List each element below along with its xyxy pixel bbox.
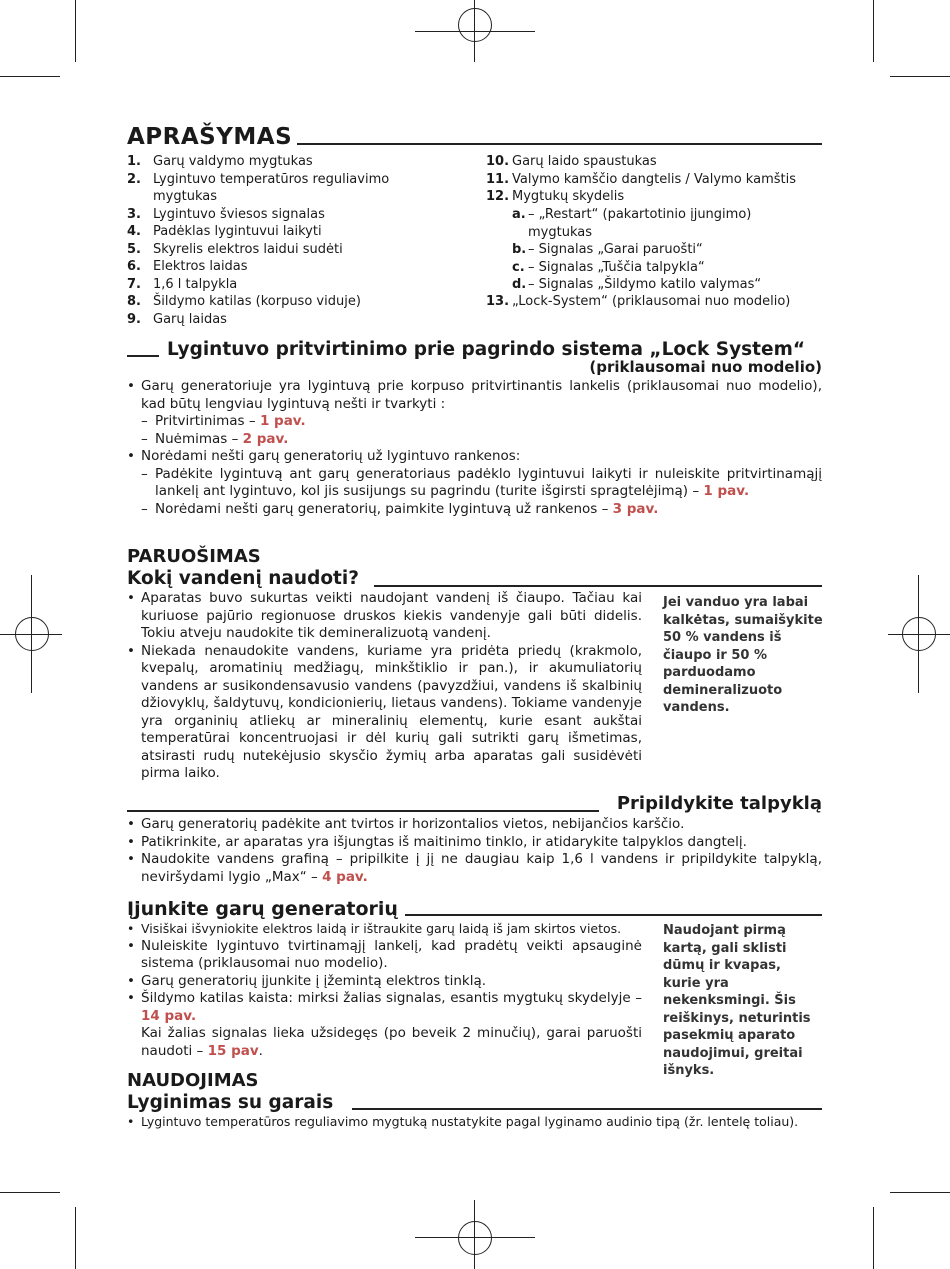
list-item: 9. Garų laidas — [127, 311, 227, 327]
list-item: 7. 1,6 l talpykla — [127, 276, 238, 292]
list-item: 8. Šildymo katilas (korpuso viduje) — [127, 294, 361, 309]
list-item: 11. Valymo kamščio dangtelis / Valymo kamštis — [486, 171, 796, 187]
switch-b3: • Garų generatorių įjunkite į įžemintą elektros tinklą. — [127, 973, 642, 991]
fill-rule — [127, 810, 599, 812]
switch-b1: • Visiškai išvyniokite elektros laidą ir ištraukite garų laidą iš jam skirtos vietos. — [127, 920, 642, 938]
list-item: b. – Signalas „Garai paruošti“ — [512, 242, 703, 257]
switch-b2: • Nuleiskite lygintuvo tvirtinamąjį lankelį, kad pradėtų veikti apsauginė sistema (priklausomai nuo modelio). — [127, 938, 642, 973]
list-item: 2. Lygintuvo temperatūros reguliavimo mygtukas — [127, 171, 390, 204]
list-item: 1. Garų valdymo mygtukas — [127, 154, 313, 169]
lock-d4: – Norėdami nešti garų generatorių, paimkite lygintuvą už rankenos – 3 pav. — [127, 501, 822, 519]
lock-d2: – Nuėmimas – 2 pav. — [127, 431, 822, 449]
lock-p2: • Norėdami nešti garų generatorių už lygintuvo rankenos: — [127, 448, 822, 466]
use-body — [127, 1113, 827, 1131]
fill-b3: • Naudokite vandens grafiną – pripilkite į jį ne daugiau kaip 1,6 l vandens ir pripildykite talpyklą, neviršydami lygio „Max“ – 4 pav. — [127, 851, 822, 886]
lock-title: Lygintuvo pritvirtinimo prie pagrindo sistema „Lock System“ — [167, 339, 806, 360]
description-title: APRAŠYMAS — [127, 124, 293, 150]
water-p1: • Aparatas buvo sukurtas veikti naudojant vandenį iš čiaupo. Tačiau kai kuriuose pajūrio regionuose druskos kiekis vandenyje gali būti didelis. Tokiu atveju naudokite tik demineralizuotą vandenį. — [127, 590, 642, 643]
description-item-13 — [486, 293, 826, 311]
water-title: Kokį vandenį naudoti? — [127, 568, 359, 589]
switch-sidenote: Naudojant pirmą kartą, gali sklisti dūmų ir kvapas, kurie yra nekenksmingi. Šis reiškinys, neturintis pasekmių aparato naudojimui, greitai išnyks. — [663, 923, 811, 1078]
lock-subtitle: (priklausomai nuo modelio) — [589, 358, 822, 376]
switch-title: Įjunkite garų generatorių — [127, 898, 398, 920]
use-b1: • Lygintuvo temperatūros reguliavimo mygtuką nustatykite pagal lyginamo audinio tipą (žr. lentelę toliau). — [127, 1113, 827, 1131]
lock-rule — [127, 355, 159, 357]
list-item: 10. Garų laido spaustukas — [486, 154, 657, 169]
steam-rule — [352, 1108, 822, 1110]
lock-d3: – Padėkite lygintuvą ant garų generatoriaus padėklo lygintuvui laikyti ir nuleiskite pritvirtinamąjį lankelį ant lygintuvo, kol jis susijungs su pagrindu (turite išgirsti spragtelėjimą) – 1 pav. — [127, 466, 822, 501]
description-list-left — [127, 153, 427, 328]
switch-rule — [405, 914, 822, 916]
lock-body — [127, 378, 822, 518]
switch-b4b: Kai žalias signalas lieka užsidegęs (po beveik 2 minučių), garai paruošti naudoti – 15 pav. — [141, 1025, 642, 1059]
lock-p1: • Garų generatoriuje yra lygintuvą prie korpuso pritvirtinantis lankelis (priklausomai nuo modelio), kad būtų lengviau lygintuvą nešti ir tvarkyti : — [127, 378, 822, 413]
description-sub-list — [486, 206, 786, 294]
prep-title: PARUOŠIMAS — [127, 546, 261, 567]
water-body — [127, 590, 642, 783]
list-item: d. – Signalas „Šildymo katilo valymas“ — [512, 277, 762, 292]
list-item: 3. Lygintuvo šviesos signalas — [127, 206, 325, 222]
list-item: 4. Padėklas lygintuvui laikyti — [127, 224, 322, 239]
description-list-right — [486, 153, 826, 206]
water-p2: • Niekada nenaudokite vandens, kuriame yra pridėta priedų (krakmolo, kvepalų, aromatinių medžiagų, minkštiklio ir pan.), ir akumuliatorių vandens ar susikondensavusio vandens (pavyzdžiui, vandens iš skalbinių džiovyklų, šaldytuvų, kondicionierių, lietaus vandens). Tokiame vandenyje yra organinių atliekų ar mineralinių elementų, kurie esant aukštai temperatūrai koncentruojasi ir dėl kurių gali sutrikti garų išmetimas, atsirasti rudų nutekėjusio skysčio žymių arba aparatas gali susidėvėti pirma laiko. — [127, 643, 642, 783]
lock-d1: – Pritvirtinimas – 1 pav. — [127, 413, 822, 431]
fill-title: Pripildykite talpyklą — [616, 793, 822, 814]
list-item: 5. Skyrelis elektros laidui sudėti — [127, 241, 343, 257]
fill-body — [127, 816, 822, 886]
list-item: 13. „Lock-System“ (priklausomai nuo modelio) — [486, 294, 791, 309]
water-rule — [374, 585, 822, 587]
fill-b2: • Patikrinkite, ar aparatas yra išjungtas iš maitinimo tinklo, ir atidarykite talpyklos dangtelį. — [127, 834, 822, 852]
steam-title: Lyginimas su garais — [127, 1092, 334, 1113]
fill-b1: • Garų generatorių padėkite ant tvirtos ir horizontalios vietos, nebijančios karščio. — [127, 816, 822, 834]
water-sidenote: Jei vanduo yra labai kalkėtas, sumaišykite 50 % vandens iš čiaupo ir 50 % parduodamo demineralizuoto vandens. — [663, 595, 823, 715]
list-item: 12. Mygtukų skydelis — [486, 189, 625, 204]
switch-b4: • Šildymo katilas kaista: mirksi žalias signalas, esantis mygtukų skydelyje – 14 pav. — [127, 990, 642, 1025]
title-rule — [297, 143, 822, 145]
use-title: NAUDOJIMAS — [127, 1070, 259, 1091]
switch-body — [127, 920, 642, 1060]
list-item: c. – Signalas „Tuščia talpykla“ — [512, 259, 705, 275]
list-item: 6. Elektros laidas — [127, 259, 248, 274]
list-item: a. – „Restart“ (pakartotinio įjungimo) mygtukas — [512, 207, 752, 240]
